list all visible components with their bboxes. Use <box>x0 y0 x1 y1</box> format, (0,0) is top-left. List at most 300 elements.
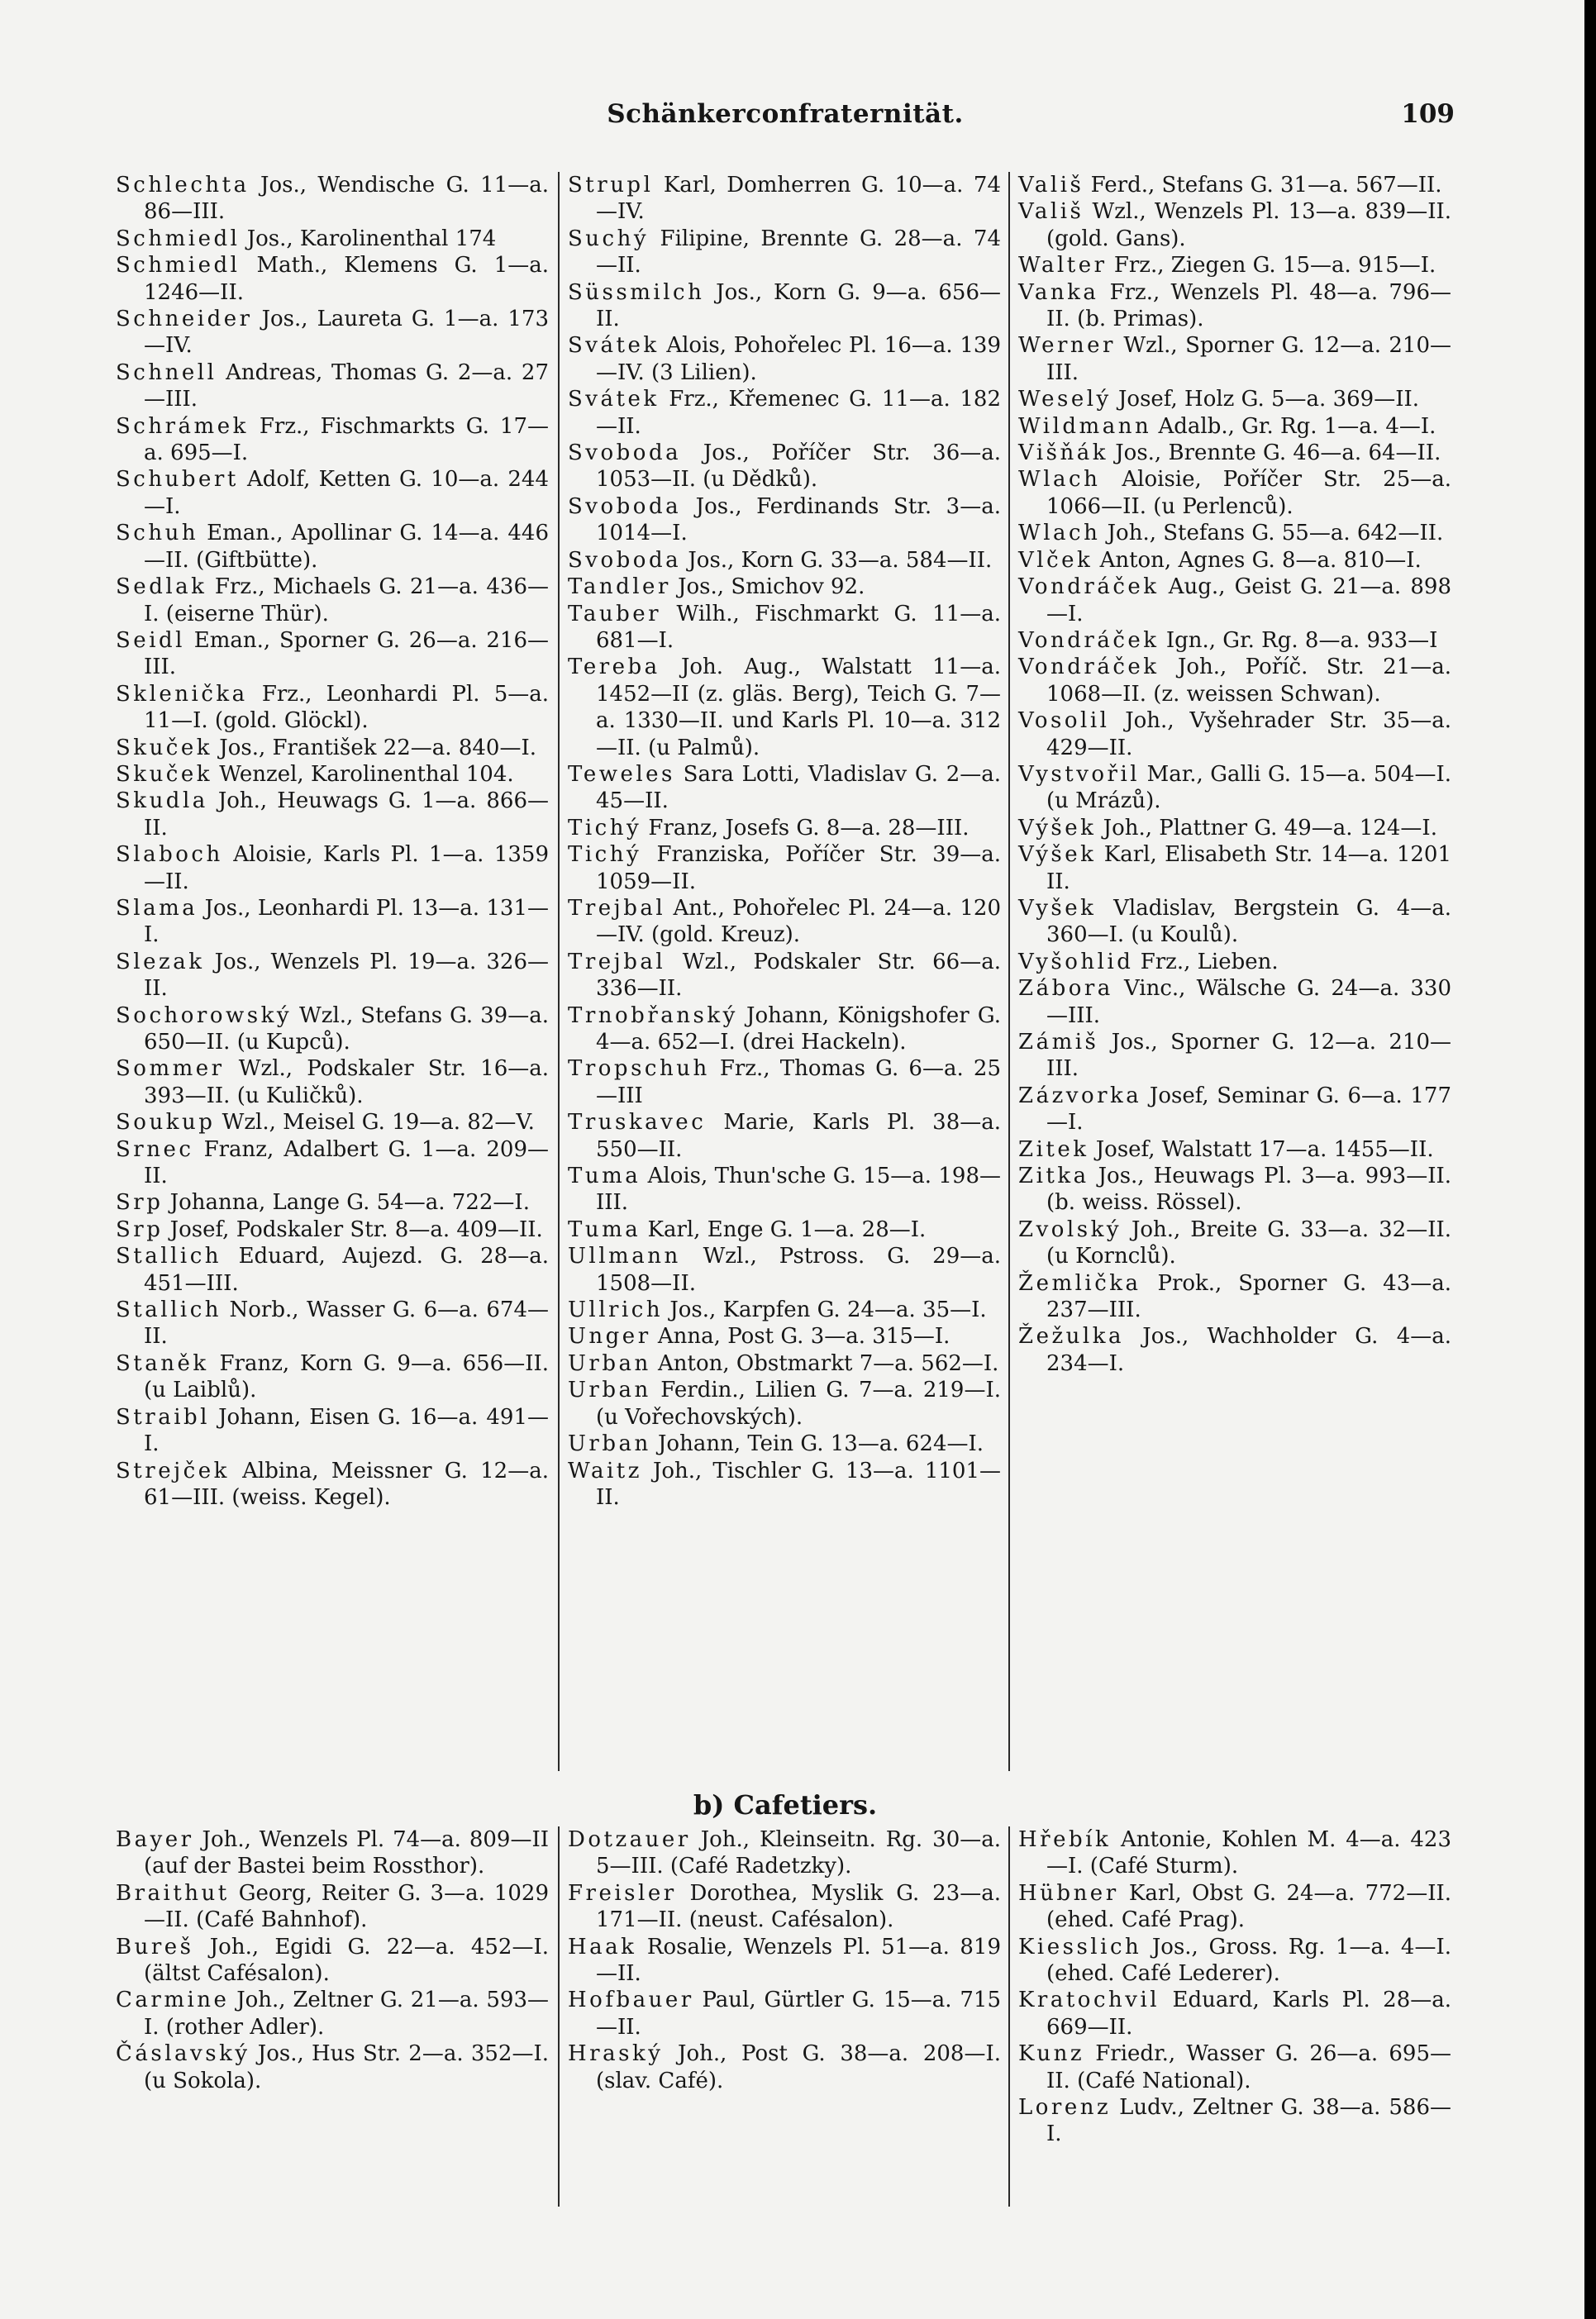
entry-details: Eman., Apollinar G. 14—a. 446—II. (Giftbütte). <box>144 521 550 573</box>
entry-details: Joh., Breite G. 33—a. 32—II. (u Kornclů). <box>1046 1217 1452 1269</box>
directory-entry <box>1018 1136 1451 1163</box>
entry-details: Karl, Obst G. 24—a. 772—II. (ehed. Café Prag). <box>1046 1880 1451 1933</box>
directory-column-3 <box>1018 172 1451 1377</box>
directory-entry <box>1018 841 1451 895</box>
directory-entry <box>1018 1987 1451 2040</box>
entry-details: Joh., Heuwags G. 1—a. 866—II. <box>144 788 550 840</box>
entry-details: Jos., Wenzels Pl. 19—a. 326—II. <box>144 949 549 1002</box>
entry-details: Jos., Korn G. 9—a. 656—II. <box>596 279 1001 332</box>
entry-details: Frz., Leonhardi Pl. 5—a. 11—I. (gold. Glöckl). <box>144 681 550 734</box>
entry-details: Josef, Seminar G. 6—a. 177—I. <box>1046 1083 1451 1136</box>
directory-entry <box>568 279 1001 333</box>
entry-surname: Srp <box>116 1217 164 1242</box>
directory-entry <box>116 1880 549 1934</box>
entry-details: Joh., Kleinseitn. Rg. 30—a. 5—III. (Café Radetzky). <box>596 1827 1002 1879</box>
entry-surname: Hřebík <box>1018 1827 1112 1852</box>
directory-entry <box>568 574 1001 600</box>
directory-entry <box>1018 1880 1451 1934</box>
column-rule <box>558 1826 560 2207</box>
entry-surname: Srnec <box>116 1136 194 1162</box>
directory-entry <box>1018 574 1451 627</box>
entry-details: Franz, Josefs G. 8—a. 28—III. <box>648 815 970 840</box>
entry-surname: Straibl <box>116 1404 210 1430</box>
entry-details: Georg, Reiter G. 3—a. 1029—II. (Café Bahnhof). <box>144 1880 549 1933</box>
directory-entry <box>568 1297 1001 1323</box>
entry-details: Frz., Wenzels Pl. 48—a. 796—II. (b. Primas). <box>1046 279 1451 332</box>
entry-surname: Schubert <box>116 467 239 493</box>
entry-surname: Slaboch <box>116 842 223 868</box>
entry-surname: Schuh <box>116 521 199 546</box>
entry-details: Friedr., Wasser G. 26—a. 695—II. (Café National). <box>1046 2041 1451 2093</box>
directory-entry <box>1018 466 1451 520</box>
directory-entry <box>568 601 1001 655</box>
entry-surname: Freisler <box>568 1880 677 1906</box>
entry-details: Joh., Post G. 38—a. 208—I. (slav. Café). <box>596 2041 1001 2093</box>
entry-surname: Trejbal <box>568 949 666 974</box>
entry-details: Vladislav, Bergstein G. 4—a. 360—I. (u Koulů). <box>1046 895 1452 948</box>
entry-surname: Schneider <box>116 307 253 332</box>
entry-surname: Vanka <box>1018 279 1099 305</box>
entry-surname: Tuma <box>568 1217 641 1242</box>
entry-surname: Tuma <box>568 1164 641 1189</box>
entry-surname: Hübner <box>1018 1880 1119 1906</box>
directory-entry <box>568 1243 1001 1297</box>
entry-surname: Strupl <box>568 173 654 198</box>
directory-entry <box>568 1055 1001 1109</box>
directory-entry <box>116 841 549 895</box>
entry-details: Joh., Poříč. Str. 21—a. 1068—II. (z. weissen Schwan). <box>1046 655 1452 707</box>
entry-surname: Svátek <box>568 333 660 359</box>
directory-entry <box>116 1002 549 1056</box>
entry-surname: Višňák <box>1018 440 1108 466</box>
entry-surname: Truskavec <box>568 1110 707 1136</box>
directory-entry <box>1018 1217 1451 1270</box>
entry-details: Karl, Domherren G. 10—a. 74—IV. <box>596 173 1001 225</box>
entry-details: Norb., Wasser G. 6—a. 674—II. <box>144 1298 549 1350</box>
entry-details: Jos., Wendische G. 11—a. 86—III. <box>144 173 549 225</box>
directory-entry <box>1018 440 1451 466</box>
entry-surname: Vlček <box>1018 547 1093 573</box>
entry-details: Jos., Wachholder G. 4—a. 234—I. <box>1046 1324 1451 1376</box>
entry-surname: Zitek <box>1018 1136 1089 1162</box>
directory-column-1 <box>116 1826 549 2094</box>
entry-details: Joh., Wenzels Pl. 74—a. 809—II (auf der Bastei beim Rossthor). <box>144 1827 549 1879</box>
entry-surname: Stallich <box>116 1298 222 1323</box>
column-rule <box>558 172 560 1771</box>
entry-details: Alois, Pohořelec Pl. 16—a. 139—IV. (3 Lilien). <box>596 333 1002 385</box>
entry-details: Joh. Aug., Walstatt 11—a. 1452—II (z. gläs. Berg), Teich G. 7—a. 1330—II. und Karls Pl. 10—a. 312—II. (u Palmů). <box>596 655 1001 760</box>
entry-details: Jos., Smichov 92. <box>678 574 865 600</box>
entry-surname: Schnell <box>116 360 217 385</box>
entry-surname: Žežulka <box>1018 1324 1124 1350</box>
directory-entry <box>1018 975 1451 1029</box>
entry-details: Jos., Leonhardi Pl. 13—a. 131—I. <box>144 895 550 948</box>
directory-entry <box>568 1880 1001 1934</box>
entry-surname: Schmiedl <box>116 226 241 251</box>
entry-surname: Zvolský <box>1018 1217 1122 1242</box>
entry-details: Ludv., Zeltner G. 38—a. 586—I. <box>1046 2095 1451 2147</box>
entry-details: Frz., Ziegen G. 15—a. 915—I. <box>1113 253 1436 279</box>
entry-details: Frz., Thomas G. 6—a. 25—III <box>596 1056 1001 1108</box>
directory-entry <box>116 1109 549 1136</box>
directory-entry <box>568 172 1001 226</box>
directory-entry <box>1018 1270 1451 1324</box>
entry-details: Eduard, Karls Pl. 28—a. 669—II. <box>1046 1988 1452 2040</box>
directory-entry <box>1018 172 1451 198</box>
entry-surname: Žemlička <box>1018 1270 1141 1296</box>
entry-surname: Haak <box>568 1934 637 1959</box>
entry-surname: Vondráček <box>1018 627 1160 653</box>
directory-entry <box>116 172 549 226</box>
directory-entry <box>1018 2040 1451 2094</box>
entry-surname: Svoboda <box>568 440 682 466</box>
directory-entry <box>568 1934 1001 1988</box>
entry-details: Wzl., Sporner G. 12—a. 210—III. <box>1046 333 1451 385</box>
entry-details: Jos., František 22—a. 840—I. <box>219 735 536 760</box>
entry-surname: Wlach <box>1018 467 1101 493</box>
entry-surname: Skuček <box>116 735 213 760</box>
entry-details: Mar., Galli G. 15—a. 504—I. (u Mrázů). <box>1046 761 1451 814</box>
directory-entry <box>568 1431 1001 1457</box>
entry-details: Joh., Tischler G. 13—a. 1101—II. <box>596 1458 1001 1510</box>
entry-surname: Sklenička <box>116 681 248 707</box>
entry-surname: Wlach <box>1018 521 1101 546</box>
entry-surname: Výšek <box>1018 842 1097 868</box>
directory-entry <box>116 520 549 574</box>
directory-entry <box>568 332 1001 386</box>
entry-details: Joh., Zeltner G. 21—a. 593—I. (rother Adler). <box>144 1988 549 2040</box>
entry-surname: Suchý <box>568 226 650 251</box>
entry-details: Ferdin., Lilien G. 7—a. 219—I. (u Vořechovských). <box>596 1378 1002 1430</box>
entry-details: Jos., Heuwags Pl. 3—a. 993—II. (b. weiss. Rössel). <box>1046 1164 1452 1216</box>
entry-details: Josef, Holz G. 5—a. 369—II. <box>1118 387 1420 412</box>
entry-details: Wzl., Stefans G. 39—a. 650—II. (u Kupců). <box>144 1002 549 1055</box>
directory-entry <box>568 1109 1001 1163</box>
entry-surname: Urban <box>568 1431 651 1457</box>
entry-details: Jos., Brennte G. 46—a. 64—II. <box>1115 440 1441 466</box>
directory-entry <box>568 815 1001 841</box>
entry-details: Wzl., Wenzels Pl. 13—a. 839—II. (gold. Gans). <box>1046 199 1451 251</box>
directory-entry <box>1018 1323 1451 1377</box>
directory-entry <box>116 360 549 413</box>
entry-details: Josef, Walstatt 17—a. 1455—II. <box>1095 1136 1434 1162</box>
entry-surname: Carmine <box>116 1988 230 2013</box>
entry-details: Jos., Korn G. 33—a. 584—II. <box>688 547 993 573</box>
section-heading-cafetiers: b) Cafetiers. <box>693 1789 878 1821</box>
entry-surname: Weselý <box>1018 387 1112 412</box>
page-header <box>116 99 1455 136</box>
directory-entry <box>116 761 549 788</box>
directory-entry <box>116 1458 549 1512</box>
directory-column-2 <box>568 172 1001 1511</box>
directory-entry <box>568 1377 1001 1431</box>
directory-entry <box>568 226 1001 279</box>
directory-entry <box>1018 627 1451 654</box>
entry-details: Prok., Sporner G. 43—a. 237—III. <box>1046 1270 1452 1323</box>
page-number: 109 <box>1401 99 1455 129</box>
entry-details: Ant., Pohořelec Pl. 24—a. 120—IV. (gold. Kreuz). <box>596 895 1002 948</box>
directory-entry <box>568 949 1001 1002</box>
entry-details: Joh., Vyšehrader Str. 35—a. 429—II. <box>1046 708 1451 760</box>
entry-details: Jos., Laureta G. 1—a. 173—IV. <box>144 307 550 359</box>
entry-details: Aloisie, Poříčer Str. 25—a. 1066—II. (u Perlenců). <box>1046 467 1452 519</box>
entry-details: Ign., Gr. Rg. 8—a. 933—I <box>1165 627 1438 653</box>
directory-entry <box>568 654 1001 761</box>
directory-entry <box>1018 332 1451 386</box>
directory-entry <box>116 1826 549 1880</box>
directory-column-2 <box>568 1826 1001 2094</box>
directory-entry <box>1018 1083 1451 1136</box>
directory-entry <box>116 1136 549 1190</box>
directory-entry <box>1018 1163 1451 1217</box>
directory-entry <box>116 466 549 520</box>
entry-details: Alois, Thun'sche G. 15—a. 198—III. <box>596 1164 1002 1216</box>
entry-surname: Tandler <box>568 574 671 600</box>
directory-entry <box>1018 413 1451 440</box>
entry-surname: Soukup <box>116 1110 216 1136</box>
entry-details: Rosalie, Wenzels Pl. 51—a. 819—II. <box>596 1934 1001 1987</box>
directory-entry <box>568 1826 1001 1880</box>
scan-edge <box>1584 0 1596 2319</box>
directory-entry <box>568 493 1001 547</box>
entry-details: Wzl., Meisel G. 19—a. 82—V. <box>222 1110 535 1136</box>
entry-details: Johann, Königshofer G. 4—a. 652—I. (drei Hackeln). <box>596 1002 1002 1055</box>
entry-surname: Unger <box>568 1324 651 1350</box>
entry-details: Johann, Eisen G. 16—a. 491—I. <box>144 1404 549 1457</box>
directory-entry <box>1018 198 1451 252</box>
directory-entry <box>116 1350 549 1404</box>
entry-details: Sara Lotti, Vladislav G. 2—a. 45—II. <box>596 761 1002 814</box>
entry-details: Jos., Poříčer Str. 36—a. 1053—II. (u Dědků). <box>596 440 1002 493</box>
entry-surname: Urban <box>568 1350 651 1376</box>
entry-surname: Vališ <box>1018 199 1084 225</box>
directory-column-1 <box>116 172 549 1511</box>
entry-surname: Teweles <box>568 761 675 787</box>
entry-surname: Vyšohlid <box>1018 949 1134 974</box>
directory-entry <box>568 1987 1001 2040</box>
entry-surname: Slama <box>116 895 198 921</box>
entry-surname: Bayer <box>116 1827 194 1852</box>
directory-entry <box>568 2040 1001 2094</box>
entry-surname: Seidl <box>116 627 185 653</box>
entry-details: Anton, Agnes G. 8—a. 810—I. <box>1099 547 1422 573</box>
entry-surname: Staněk <box>116 1350 209 1376</box>
entry-details: Wzl., Podskaler Str. 66—a. 336—II. <box>596 949 1001 1002</box>
entry-details: Frz., Křemenec G. 11—a. 182—II. <box>596 387 1002 439</box>
directory-entry <box>116 949 549 1002</box>
directory-entry <box>1018 2094 1451 2148</box>
directory-entry <box>1018 815 1451 841</box>
entry-surname: Vališ <box>1018 173 1084 198</box>
entry-surname: Ullrich <box>568 1298 664 1323</box>
entry-surname: Kratochvil <box>1018 1988 1160 2013</box>
entry-surname: Svátek <box>568 387 660 412</box>
entry-details: Karl, Elisabeth Str. 14—a. 1201 II. <box>1046 842 1451 894</box>
innkeepers-section <box>116 172 1455 1771</box>
directory-entry <box>1018 895 1451 949</box>
entry-surname: Tichý <box>568 815 642 840</box>
directory-entry <box>116 1404 549 1458</box>
entry-surname: Vystvořil <box>1018 761 1141 787</box>
directory-entry <box>568 1350 1001 1377</box>
directory-entry <box>1018 1826 1451 1880</box>
entry-details: Dorothea, Myslik G. 23—a. 171—II. (neust. Cafésalon). <box>596 1880 1002 1933</box>
entry-surname: Vondráček <box>1018 574 1160 600</box>
entry-surname: Srp <box>116 1190 164 1216</box>
directory-entry <box>568 440 1001 493</box>
entry-surname: Süssmilch <box>568 279 705 305</box>
entry-details: Adalb., Gr. Rg. 1—a. 4—I. <box>1158 413 1436 439</box>
entry-surname: Lorenz <box>1018 2095 1112 2121</box>
entry-details: Frz., Michaels G. 21—a. 436—I. (eiserne Thür). <box>144 574 549 626</box>
directory-entry <box>568 1217 1001 1243</box>
directory-entry <box>116 788 549 841</box>
directory-entry <box>116 1934 549 1988</box>
entry-surname: Zámiš <box>1018 1030 1099 1055</box>
directory-entry <box>116 895 549 949</box>
directory-entry <box>1018 654 1451 707</box>
entry-details: Marie, Karls Pl. 38—a. 550—II. <box>596 1110 1002 1162</box>
directory-entry <box>116 574 549 627</box>
entry-surname: Trejbal <box>568 895 666 921</box>
directory-entry <box>568 547 1001 574</box>
entry-surname: Skudla <box>116 788 208 814</box>
directory-entry <box>1018 949 1451 975</box>
directory-entry <box>116 413 549 467</box>
directory-column-3 <box>1018 1826 1451 2148</box>
directory-entry <box>116 2040 549 2094</box>
entry-details: Anton, Obstmarkt 7—a. 562—I. <box>658 1350 999 1376</box>
entry-details: Wzl., Podskaler Str. 16—a. 393—II. (u Kuličků). <box>144 1056 549 1108</box>
directory-entry <box>568 386 1001 440</box>
entry-surname: Braithut <box>116 1880 230 1906</box>
entry-details: Wenzel, Karolinenthal 104. <box>219 761 514 787</box>
entry-details: Joh., Plattner G. 49—a. 124—I. <box>1103 815 1437 840</box>
entry-details: Jos., Gross. Rg. 1—a. 4—I. (ehed. Café Lederer). <box>1046 1934 1451 1987</box>
entry-surname: Sochorowský <box>116 1002 293 1028</box>
entry-surname: Výšek <box>1018 815 1097 840</box>
directory-entry <box>116 306 549 360</box>
entry-surname: Tropschuh <box>568 1056 710 1082</box>
directory-entry <box>116 1217 549 1243</box>
directory-entry <box>116 252 549 306</box>
directory-entry <box>1018 252 1451 279</box>
entry-details: Jos., Karpfen G. 24—a. 35—I. <box>669 1298 987 1323</box>
entry-details: Jos., Sporner G. 12—a. 210—III. <box>1046 1030 1452 1082</box>
entry-surname: Svoboda <box>568 493 682 519</box>
directory-entry <box>568 841 1001 895</box>
entry-details: Aug., Geist G. 21—a. 898—I. <box>1046 574 1452 626</box>
entry-details: Jos., Hus Str. 2—a. 352—I. (u Sokola). <box>144 2041 550 2093</box>
directory-entry <box>116 627 549 681</box>
entry-details: Adolf, Ketten G. 10—a. 244—I. <box>144 467 549 519</box>
entry-details: Josef, Podskaler Str. 8—a. 409—II. <box>169 1217 543 1242</box>
entry-details: Franz, Korn G. 9—a. 656—II. (u Laiblů). <box>144 1350 550 1403</box>
entry-surname: Sommer <box>116 1056 225 1082</box>
entry-details: Frz., Fischmarkts G. 17—a. 695—I. <box>144 413 549 466</box>
entry-details: Wzl., Pstross. G. 29—a. 1508—II. <box>596 1244 1002 1296</box>
entry-details: Eman., Sporner G. 26—a. 216—III. <box>144 627 550 680</box>
directory-entry <box>116 226 549 252</box>
entry-surname: Čáslavský <box>116 2041 250 2067</box>
entry-details: Franziska, Poříčer Str. 39—a. 1059—II. <box>596 842 1002 894</box>
directory-entry <box>1018 520 1451 546</box>
entry-surname: Zitka <box>1018 1164 1089 1189</box>
entry-details: Ferd., Stefans G. 31—a. 567—II. <box>1090 173 1442 198</box>
entry-details: Frz., Lieben. <box>1140 949 1279 974</box>
entry-surname: Strejček <box>116 1458 230 1483</box>
entry-surname: Stallich <box>116 1244 222 1269</box>
entry-surname: Hofbauer <box>568 1988 694 2013</box>
entry-surname: Wildmann <box>1018 413 1152 439</box>
entry-surname: Waitz <box>568 1458 642 1483</box>
entry-surname: Schrámek <box>116 413 249 439</box>
directory-entry <box>116 1987 549 2040</box>
entry-surname: Zázvorka <box>1018 1083 1142 1108</box>
entry-surname: Bureš <box>116 1934 194 1959</box>
directory-entry <box>116 735 549 761</box>
directory-entry <box>568 1323 1001 1350</box>
entry-details: Johann, Tein G. 13—a. 624—I. <box>658 1431 984 1457</box>
running-title: Schänkerconfraternität. <box>607 99 964 129</box>
entry-surname: Hraský <box>568 2041 664 2067</box>
directory-entry <box>116 1055 549 1109</box>
entry-details: Jos., Karolinenthal 174 <box>246 226 497 251</box>
directory-entry <box>568 1458 1001 1512</box>
entry-surname: Kiesslich <box>1018 1934 1142 1959</box>
entry-surname: Sedlak <box>116 574 207 600</box>
entry-surname: Walter <box>1018 253 1108 279</box>
directory-entry <box>568 1163 1001 1217</box>
directory-entry <box>1018 547 1451 574</box>
entry-details: Math., Klemens G. 1—a. 1246—II. <box>144 253 550 305</box>
directory-entry <box>116 681 549 735</box>
entry-surname: Trnobřanský <box>568 1002 738 1028</box>
directory-entry <box>1018 1029 1451 1083</box>
directory-entry <box>1018 761 1451 815</box>
entry-details: Albina, Meissner G. 12—a. 61—III. (weiss. Kegel). <box>144 1458 549 1510</box>
entry-details: Jos., Ferdinands Str. 3—a. 1014—I. <box>596 493 1001 546</box>
directory-entry <box>1018 1934 1451 1988</box>
entry-surname: Schmiedl <box>116 253 241 279</box>
entry-surname: Ullmann <box>568 1244 681 1269</box>
entry-surname: Kunz <box>1018 2041 1085 2067</box>
directory-entry <box>116 1297 549 1350</box>
entry-surname: Tauber <box>568 601 662 626</box>
entry-details: Franz, Adalbert G. 1—a. 209—II. <box>144 1136 549 1189</box>
entry-details: Karl, Enge G. 1—a. 28—I. <box>647 1217 927 1242</box>
entry-details: Anna, Post G. 3—a. 315—I. <box>657 1324 950 1350</box>
entry-details: Johanna, Lange G. 54—a. 722—I. <box>169 1190 530 1216</box>
entry-surname: Werner <box>1018 333 1116 359</box>
column-rule <box>1008 172 1010 1771</box>
entry-details: Filipine, Brennte G. 28—a. 74—II. <box>596 226 1001 279</box>
entry-surname: Vondráček <box>1018 655 1160 680</box>
directory-entry <box>1018 279 1451 333</box>
cafetiers-section <box>116 1826 1455 2207</box>
entry-surname: Schlechta <box>116 173 250 198</box>
entry-details: Eduard, Aujezd. G. 28—a. 451—III. <box>144 1244 549 1296</box>
entry-surname: Vosolil <box>1018 708 1110 734</box>
entry-details: Wilh., Fischmarkt G. 11—a. 681—I. <box>596 601 1001 653</box>
entry-surname: Zábora <box>1018 976 1113 1002</box>
entry-surname: Skuček <box>116 761 213 787</box>
entry-details: Vinc., Wälsche G. 24—a. 330—III. <box>1046 976 1451 1028</box>
entry-surname: Vyšek <box>1018 895 1097 921</box>
directory-entry <box>1018 707 1451 761</box>
entry-details: Paul, Gürtler G. 15—a. 715—II. <box>596 1988 1002 2040</box>
directory-entry <box>1018 386 1451 412</box>
